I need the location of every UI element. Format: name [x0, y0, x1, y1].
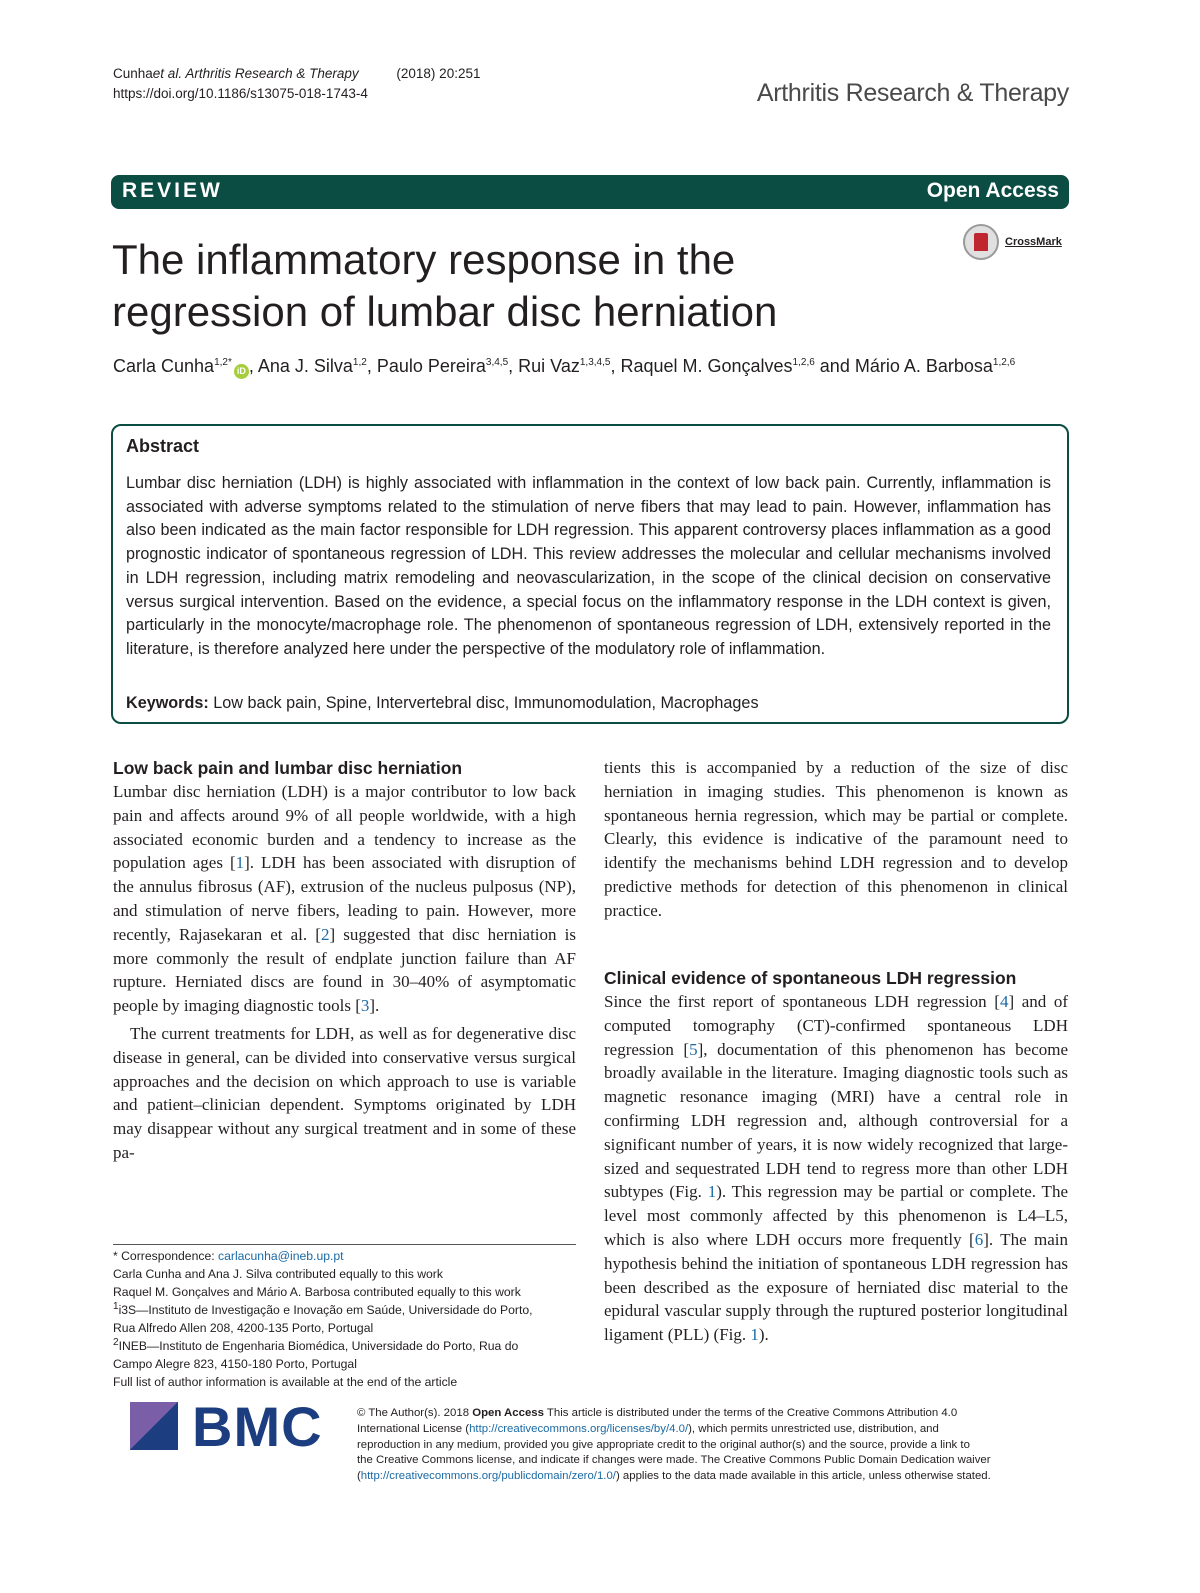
author-affil: 1,2,6: [792, 357, 815, 368]
footnote-divider: [113, 1244, 576, 1245]
bmc-logo-text: BMC: [192, 1395, 323, 1458]
author-affil: 1,2,6: [992, 357, 1016, 368]
keywords-label: Keywords:: [126, 694, 209, 712]
article-type-label: REVIEW: [122, 179, 223, 202]
correspondence-label: * Correspondence:: [113, 1249, 219, 1263]
footnote-line: Full list of author information is available at the end of the article: [113, 1375, 458, 1389]
crossmark-label: CrossMark: [1005, 236, 1062, 248]
footnote-line: Rua Alfredo Allen 208, 4200-135 Porto, Portugal: [113, 1321, 374, 1335]
doi-link[interactable]: https://doi.org/10.1186/s13075-018-1743-4: [113, 86, 368, 101]
citation-link[interactable]: 3: [360, 996, 370, 1016]
paragraph: tients this is accompanied by a reduction of the size of disc herniation in imaging studies. This phenomenon is known as spontaneous hernia regression, which may be partial or complete. Clearly, this evidence is indicative of the paramount need to identify the mechanisms behind LDH regression and to develop predictive methods for detection of this phenomenon in clinical practice.: [604, 758, 1068, 920]
bmc-logo: [130, 1395, 340, 1458]
author-list: [113, 356, 1015, 379]
crossmark-badge[interactable]: [963, 224, 1073, 264]
footnote-line: Carla Cunha and Ana J. Silva contributed equally to this work: [113, 1267, 443, 1281]
citation-link[interactable]: 6: [974, 1229, 984, 1249]
running-header: [113, 64, 480, 104]
title-line-2: regression of lumbar disc herniation: [112, 288, 778, 335]
author-affil: 3,4,5: [485, 357, 509, 368]
paragraph: Since the first report of spontaneous LDH regression [4] and of computed tomography (CT)-confirmed spontaneous LDH regression [5], documentation of this phenomenon has become broadly available in the literature. Imaging diagnostic tools such as magnetic resonance imaging (MRI) have a central role in confirming LDH regression and, although controversial for a significant number of years, it is now widely recognized that large-sized and sequestrated LDH tend to regress more than other LDH subtypes (Fig. 1). This regression may be partial or complete. The level most commonly affected by this phenomenon is L4–L5, which is also where LDH occurs more frequently [6]. The main hypothesis behind the initiation of spontaneous LDH regression has been described as the exposure of herniated disc material to the epidural vascular supply through the ruptured posterior longitudinal ligament (PLL) (Fig. 1).: [604, 992, 1069, 1345]
crossmark-icon: [963, 224, 999, 260]
footnote-line: $^2$INEB—Instituto de Engenharia Biomédica, Universidade do Porto, Rua do: [113, 1336, 519, 1353]
section-heading: Clinical evidence of spontaneous LDH regression: [604, 968, 1017, 988]
author-name[interactable]: , Raquel M. Gonçalves: [610, 356, 793, 376]
paragraph: Lumbar disc herniation (LDH) is a major contributor to low back pain and affects around 9% of all people worldwide, with a high associated economic burden and a tendency to increase as the population ages [1]. LDH has been associated with disruption of the annulus fibrosus (AF), extrusion of the nucleus pulposus (NP), and stimulation of nerve fibers, leading to pain. However, more recently, Rajasekaran et al. [2] suggested that disc herniation is more commonly the result of endplate junction failure than AF rupture. Herniated discs are found in 30–40% of asymptomatic people by imaging diagnostic tools [3].: [113, 782, 577, 1016]
figure-link[interactable]: 1: [750, 1325, 759, 1345]
footnote-line: Raquel M. Gonçalves and Mário A. Barbosa contributed equally to this work: [113, 1285, 521, 1299]
author-name[interactable]: , Ana J. Silva: [248, 356, 353, 376]
section-heading: Low back pain and lumbar disc herniation: [113, 758, 463, 778]
right-column-top: [604, 756, 1068, 923]
author-name[interactable]: , Paulo Pereira: [366, 356, 486, 376]
citation-link[interactable]: 1: [235, 853, 245, 873]
abstract-heading: Abstract: [126, 436, 200, 456]
keywords: [126, 694, 759, 713]
author-name[interactable]: Carla Cunha: [113, 356, 215, 376]
footnotes: [113, 1244, 576, 1391]
license-link[interactable]: http://creativecommons.org/licenses/by/4.0/: [469, 1422, 689, 1435]
abstract-box: [111, 424, 1069, 724]
citation-authors: Cunha: [113, 66, 153, 81]
open-access-bold: Open Access: [472, 1407, 544, 1419]
keywords-list: Low back pain, Spine, Intervertebral disc, Immunomodulation, Macrophages: [208, 694, 759, 712]
email-link[interactable]: carlacunha@ineb.up.pt: [218, 1249, 344, 1263]
author-name[interactable]: , Rui Vaz: [508, 356, 580, 376]
open-access-label: Open Access: [926, 179, 1059, 202]
abstract-text: Lumbar disc herniation (LDH) is highly associated with inflammation in the context of low back pain. Currently, inflammation is associated with adverse symptoms related to the stimulation of nerve fibers that may lead to pain. However, inflammation has also been indicated as the main factor responsible for LDH regression. This apparent controversy places inflammation as a good prognostic indicator of spontaneous regression of LDH. This review addresses the molecular and cellular mechanisms involved in LDH regression, including matrix remodeling and neovascularization, in the scope of the clinical decision on conservative versus surgical intervention. Based on the evidence, a special focus on the inflammatory response in the LDH context is given, particularly in the monocyte/macrophage role. The phenomenon of spontaneous regression of LDH, extensively reported in the literature, is therefore analyzed here under the perspective of the modulatory role of inflammation.: [126, 474, 1051, 658]
author-affil: 1,3,4,5: [579, 357, 611, 368]
citation-link[interactable]: 4: [999, 992, 1009, 1011]
author-affil: 1,2: [352, 357, 367, 368]
public-domain-link[interactable]: http://creativecommons.org/publicdomain/zero/1.0/: [360, 1470, 616, 1483]
paragraph: The current treatments for LDH, as well as for degenerative disc disease in general, can be divided into conservative versus surgical approaches and the decision on which approach to use is variable and patient–clinician dependent. Symptoms originated by LDH may disappear without any surgical treatment and in some of these pa-: [113, 1023, 576, 1162]
journal-name: Arthritis Research & Therapy: [756, 79, 1069, 107]
citation-journal: et al. Arthritis Research & Therapy: [152, 66, 359, 81]
right-column-section: [604, 966, 1068, 1347]
title-line-1: The inflammatory response in the: [112, 236, 736, 283]
citation-link[interactable]: 5: [689, 1039, 698, 1059]
citation-issue: (2018) 20:251: [396, 66, 481, 81]
author-name[interactable]: and Mário A. Barbosa: [814, 356, 993, 376]
article-type-banner: [111, 175, 1069, 209]
article-title: [112, 234, 892, 338]
citation-link[interactable]: 2: [320, 924, 330, 944]
footnote-line: $^1$i3S—Instituto de Investigação e Inovação em Saúde, Universidade do Porto,: [113, 1300, 533, 1317]
footnote-line: Campo Alegre 823, 4150-180 Porto, Portugal: [113, 1357, 357, 1371]
license-statement: © The Author(s). 2018 Open Access This article is distributed under the terms of the Creative Commons Attribution 4.0 International License (http://creativecommons.org/licenses/by/4.0/), which permits unrestricted use, distribution, and reproduction in any medium, provided you give appropriate credit to the original author(s) and the source, provide a link to the Creative Commons license, and indicate if changes were made. The Creative Commons Public Domain Dedication waiver (http://creativecommons.org/publicdomain/zero/1.0/) applies to the data made available in this article, unless otherwise stated.: [357, 1407, 991, 1483]
left-column: [113, 756, 576, 1165]
figure-link[interactable]: 1: [707, 1182, 717, 1202]
author-affil: 1,2*: [214, 357, 232, 368]
orcid-icon[interactable]: iD: [234, 364, 249, 379]
